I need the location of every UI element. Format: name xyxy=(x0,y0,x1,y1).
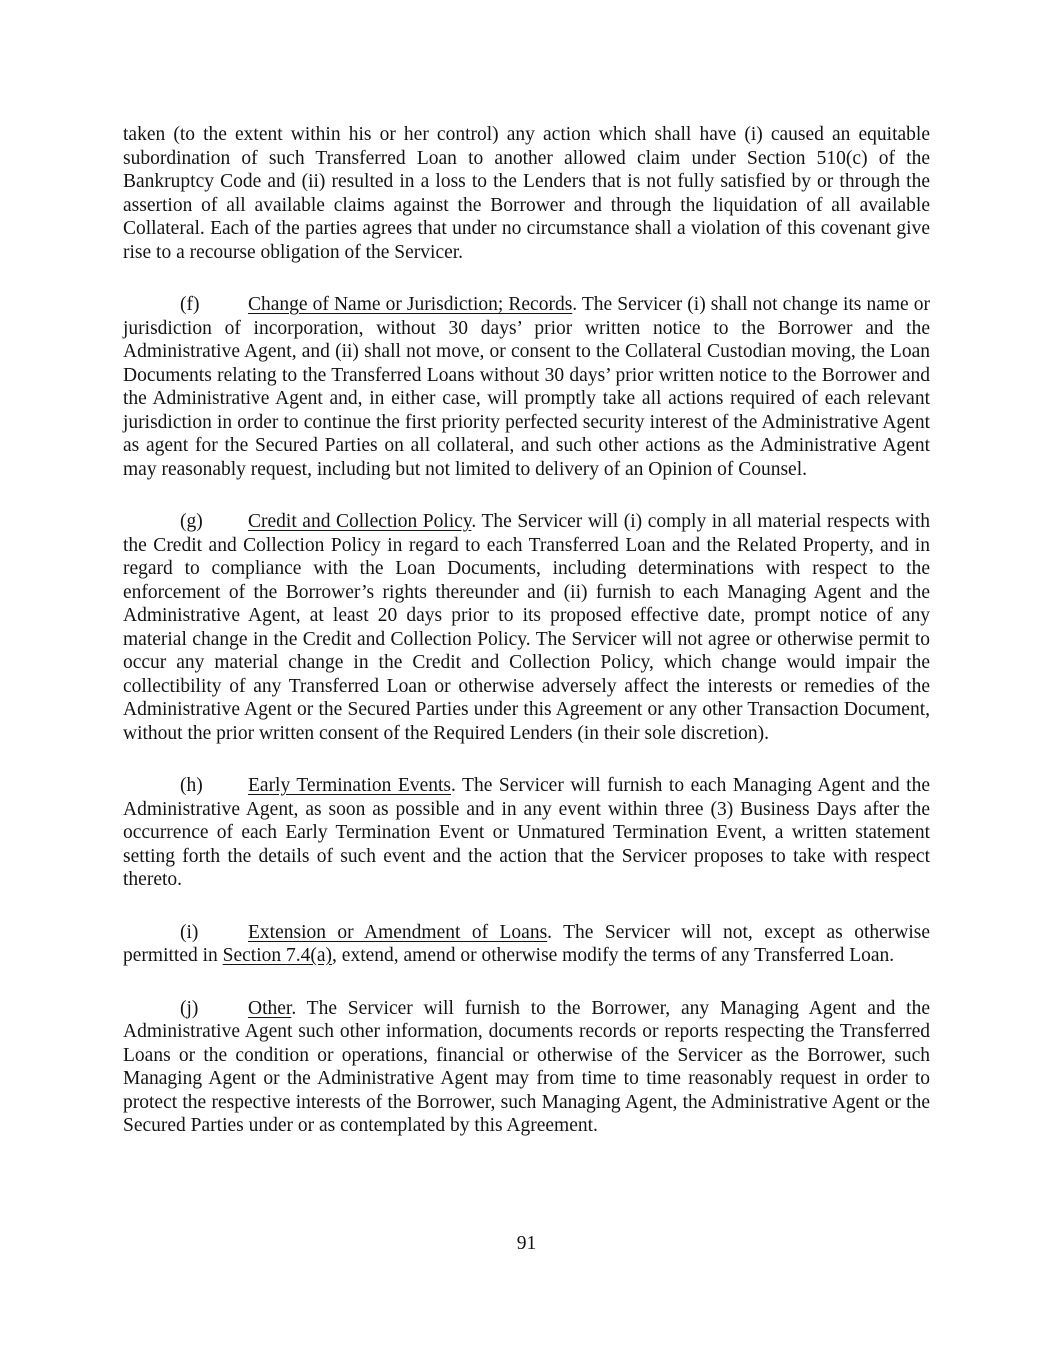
page-body xyxy=(123,123,930,1167)
paragraph-j xyxy=(123,997,930,1138)
underlined-heading-text: Change of Name or Jurisdiction; Records xyxy=(248,294,573,315)
underlined-heading-text: Other xyxy=(248,997,292,1019)
body-text: . The Servicer will (i) comply in all material respects with the Credit and Collection Policy in regard to each Transferred Loan and the Related Property, and in regard to compliance with the Loan Documents, including determinations with respect to the enforcement of the Borrower’s rights thereunder and (ii) furnish to each Managing Agent and the Administrative Agent, at least 20 days prior to its proposed effective date, prompt notice of any material change in the Credit and Collection Policy. The Servicer will not agree or otherwise permit to occur any material change in the Credit and Collection Policy, which change would impair the collectibility of any Transferred Loan or otherwise adversely affect the interests or remedies of the Administrative Agent or the Secured Parties under this Agreement or any other Transaction Document, without the prior written consent of the Required Lenders (in their sole discretion). xyxy=(123,511,930,744)
underlined-heading-text: Section 7.4(a) xyxy=(222,945,333,966)
paragraph-letter: (g) xyxy=(180,511,203,532)
page-number: 91 xyxy=(516,1233,537,1254)
body-text: . The Servicer will not, except as otherwise permitted in xyxy=(123,921,930,966)
paragraph-continuation xyxy=(123,123,930,264)
body-text: . The Servicer (i) shall not change its name or jurisdiction of incorporation, without 30 days’ prior written notice to the Borrower and the Administrative Agent, and (ii) shall not move, or consent to the Collateral Custodian moving, the Loan Documents relating to the Transferred Loans without 30 days’ prior written notice to the Borrower and the Administrative Agent and, in either case, will promptly take all actions required of each relevant jurisdiction in order to continue the first priority perfected security interest of the Administrative Agent as agent for the Secured Parties on all collateral, and such other actions as the Administrative Agent may reasonably request, including but not limited to delivery of an Opinion of Counsel. xyxy=(123,294,930,480)
body-text: . The Servicer will furnish to the Borrower, any Managing Agent and the Administrative Agent such other information, documents records or reports respecting the Transferred Loans or the condition or operations, financial or otherwise of the Servicer as the Borrower, such Managing Agent or the Administrative Agent may from time to time reasonably request in order to protect the respective interests of the Borrower, such Managing Agent, the Administrative Agent or the Secured Parties under or as contemplated by this Agreement. xyxy=(123,997,930,1136)
underlined-heading-text: Extension or Amendment of Loans xyxy=(248,921,548,943)
paragraph-letter: (h) xyxy=(180,775,203,796)
paragraph-f xyxy=(123,293,930,481)
paragraph-letter: (i) xyxy=(180,921,199,943)
body-text: . The Servicer will furnish to each Managing Agent and the Administrative Agent, as soon as possible and in any event within three (3) Business Days after the occurrence of each Early Termination Event or Unmatured Termination Event, a written statement setting forth the details of such event and the action that the Servicer proposes to take with respect thereto. xyxy=(123,775,930,890)
body-text: , extend, amend or otherwise modify the terms of any Transferred Loan. xyxy=(332,945,895,966)
underlined-heading-text: Credit and Collection Policy xyxy=(248,511,472,532)
paragraph-letter: (j) xyxy=(180,997,199,1019)
paragraph-g xyxy=(123,510,930,745)
underlined-heading-text: Early Termination Events xyxy=(248,775,451,796)
paragraph-i xyxy=(123,921,930,968)
paragraph-h xyxy=(123,774,930,892)
paragraph-letter: (f) xyxy=(180,294,200,315)
body-text: taken (to the extent within his or her control) any action which shall have (i) caused an equitable subordination of such Transferred Loan to another allowed claim under Section 510(c) of the Bankruptcy Code and (ii) resulted in a loss to the Lenders that is not fully satisfied by or through the assertion of all available claims against the Borrower and through the liquidation of all available Collateral. Each of the parties agrees that under no circumstance shall a violation of this covenant give rise to a recourse obligation of the Servicer. xyxy=(123,124,930,263)
